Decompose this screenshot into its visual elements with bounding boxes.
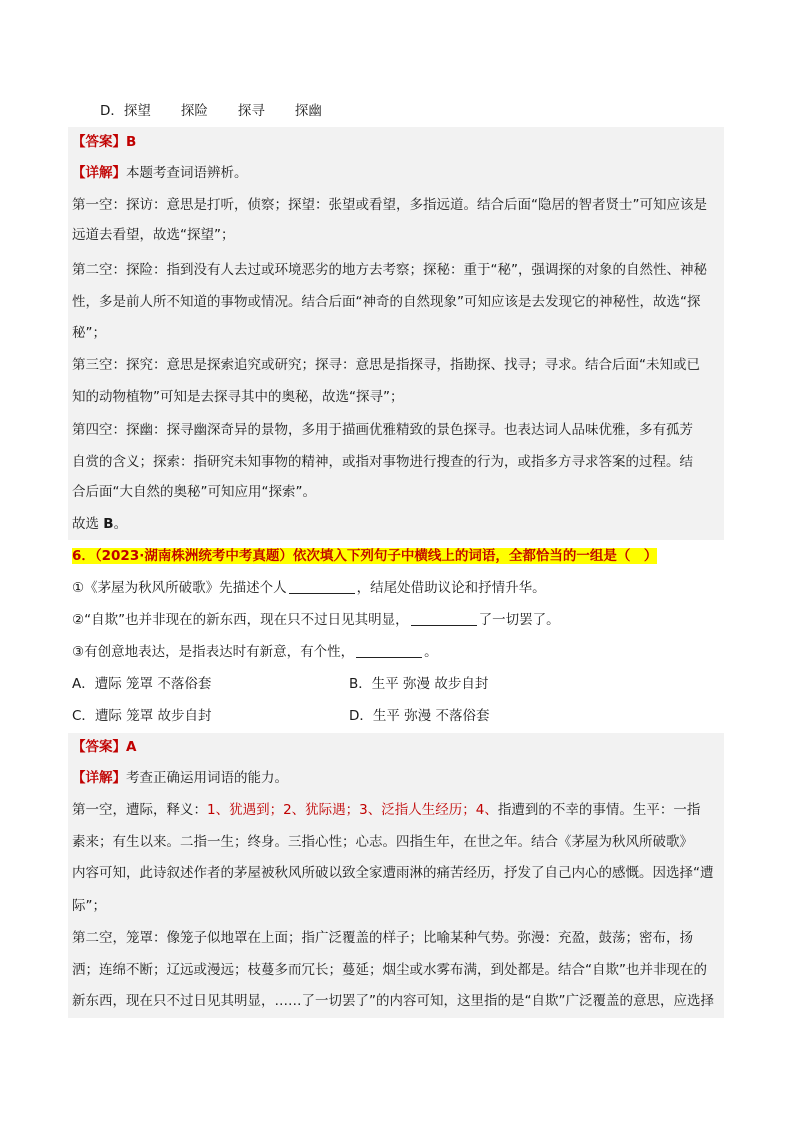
text-run: 指遭到的不幸的事情。生平：一指 [497,802,701,818]
explanation-line: 自赏的含义；探索：指研究未知事物的精神，或指对事物进行搜查的行为，或指多方寻求答案的过程。结 [72,454,693,470]
explanation-line: 际”； [72,898,106,914]
detail-line-q6 [72,768,288,788]
detail-intro: 考查正确运用词语的能力。 [126,770,288,786]
answer-tag: 【答案】 [72,739,126,755]
answer-box-q5 [68,127,724,540]
option-label: D． [349,708,373,724]
option-text: 遭际 笼罩 不落俗套 [94,676,212,692]
explanation-line [72,800,700,820]
fill-blank [356,643,422,658]
option-word: 探寻 [237,103,265,119]
option-label: A． [72,676,95,692]
explanation-line: 性，多是前人所不知道的事物或情况。结合后面“神奇的自然现象”可知应该是去发现它的神秘性，故选“探 [72,294,701,310]
answer-line-q6 [72,737,136,757]
sentence-text: 。 [424,644,438,660]
option-label: D． [100,103,124,119]
sentence-text: ③有创意地表达，是指表达时有新意，有个性， [72,644,355,660]
explanation-line: 第二空，笼罩：像笼子似地罩在上面；指广泛覆盖的样子；比喻某种气势。弥漫：充盈，鼓荡；密布，扬 [72,930,693,946]
question-6-title [72,546,657,566]
option-text: 遭际 笼罩 故步自封 [94,708,212,724]
sentence-2 [72,610,560,630]
sentence-3 [72,642,438,662]
option-c [72,706,212,726]
conclusion-letter: B [103,516,114,532]
explanation-line: 知的动物植物”可知是去探寻其中的奥秘，故选“探寻”； [72,389,404,405]
option-d [349,706,490,726]
sentence-1 [72,578,546,598]
answer-value: A [126,739,137,755]
detail-tag: 【详解】 [72,165,126,181]
answer-tag: 【答案】 [72,134,126,150]
explanation-line: 洒；连绵不断；辽远或漫远；枝蔓多而冗长；蔓延；烟尘或水雾布满，到处都是。结合“自欺”也并非现在的 [72,962,707,978]
option-text: 生平 弥漫 故步自封 [371,676,489,692]
text-run: 1、犹遇到；2、犹际遇；3、泛指人生经历；4、 [207,802,498,818]
detail-line-q5 [72,163,248,183]
conclusion-suffix: 。 [113,516,128,532]
option-a [72,674,211,694]
option-word: 探望 [123,103,151,119]
text-run: 第一空，遭际，释义： [72,802,207,818]
sentence-text: 了一切罢了。 [478,612,560,628]
explanation-line: 内容可知，此诗叙述作者的茅屋被秋风所破以致全家遭雨淋的痛苦经历，抒发了自己内心的感慨。因选择“遭 [72,865,714,881]
question-title: 6．（2023·湖南株洲统考中考真题）依次填入下列句子中横线上的词语，全都恰当的一组是（ ） [72,548,658,564]
detail-tag: 【详解】 [72,770,126,786]
option-word: 探险 [180,103,208,119]
option-d-prev [100,101,322,121]
conclusion-line [72,514,127,534]
detail-intro: 本题考查词语辨析。 [126,165,248,181]
option-label: C． [72,708,95,724]
explanation-line: 素来；有生以来。二指一生；终身。三指心性；心志。四指生年，在世之年。结合《茅屋为秋风所破歌》 [72,834,693,850]
explanation-line: 第一空：探访：意思是打听，侦察；探望：张望或看望，多指远道。结合后面“隐居的智者贤士”可知应该是 [72,197,707,213]
conclusion-prefix: 故选 [72,516,104,532]
explanation-line: 合后面“大自然的奥秘”可知应用“探索”。 [72,484,316,500]
explanation-line: 新东西，现在只不过日见其明显，……了一切罢了”的内容可知，这里指的是“自欺”广泛覆盖的意思，应选择 [72,993,714,1009]
explanation-line: 秘”； [72,325,106,341]
fill-blank [289,579,355,594]
option-word: 探幽 [294,103,322,119]
answer-value: B [126,134,137,150]
option-label: B． [349,676,372,692]
sentence-text: ，结尾处借助议论和抒情升华。 [356,580,546,596]
fill-blank [411,611,477,626]
explanation-line: 第四空：探幽：探寻幽深奇异的景物，多用于描画优雅精致的景色探寻。也表达词人品味优雅，多有孤芳 [72,422,693,438]
explanation-line: 第二空：探险：指到没有人去过或环境恶劣的地方去考察；探秘：重于“秘”，强调探的对象的自然性、神秘 [72,262,707,278]
answer-line-q5 [72,132,136,152]
sentence-text: ②“自欺”也并非现在的新东西，现在只不过日见其明显， [72,612,409,628]
explanation-line: 第三空：探究：意思是探索追究或研究；探寻：意思是指探寻，指勘探、找寻；寻求。结合后面“未知或已 [72,357,700,373]
sentence-text: ①《茅屋为秋风所破歌》先描述个人 [72,580,287,596]
explanation-line: 远道去看望，故选“探望”； [72,227,235,243]
option-text: 生平 弥漫 不落俗套 [372,708,490,724]
option-b [349,674,488,694]
